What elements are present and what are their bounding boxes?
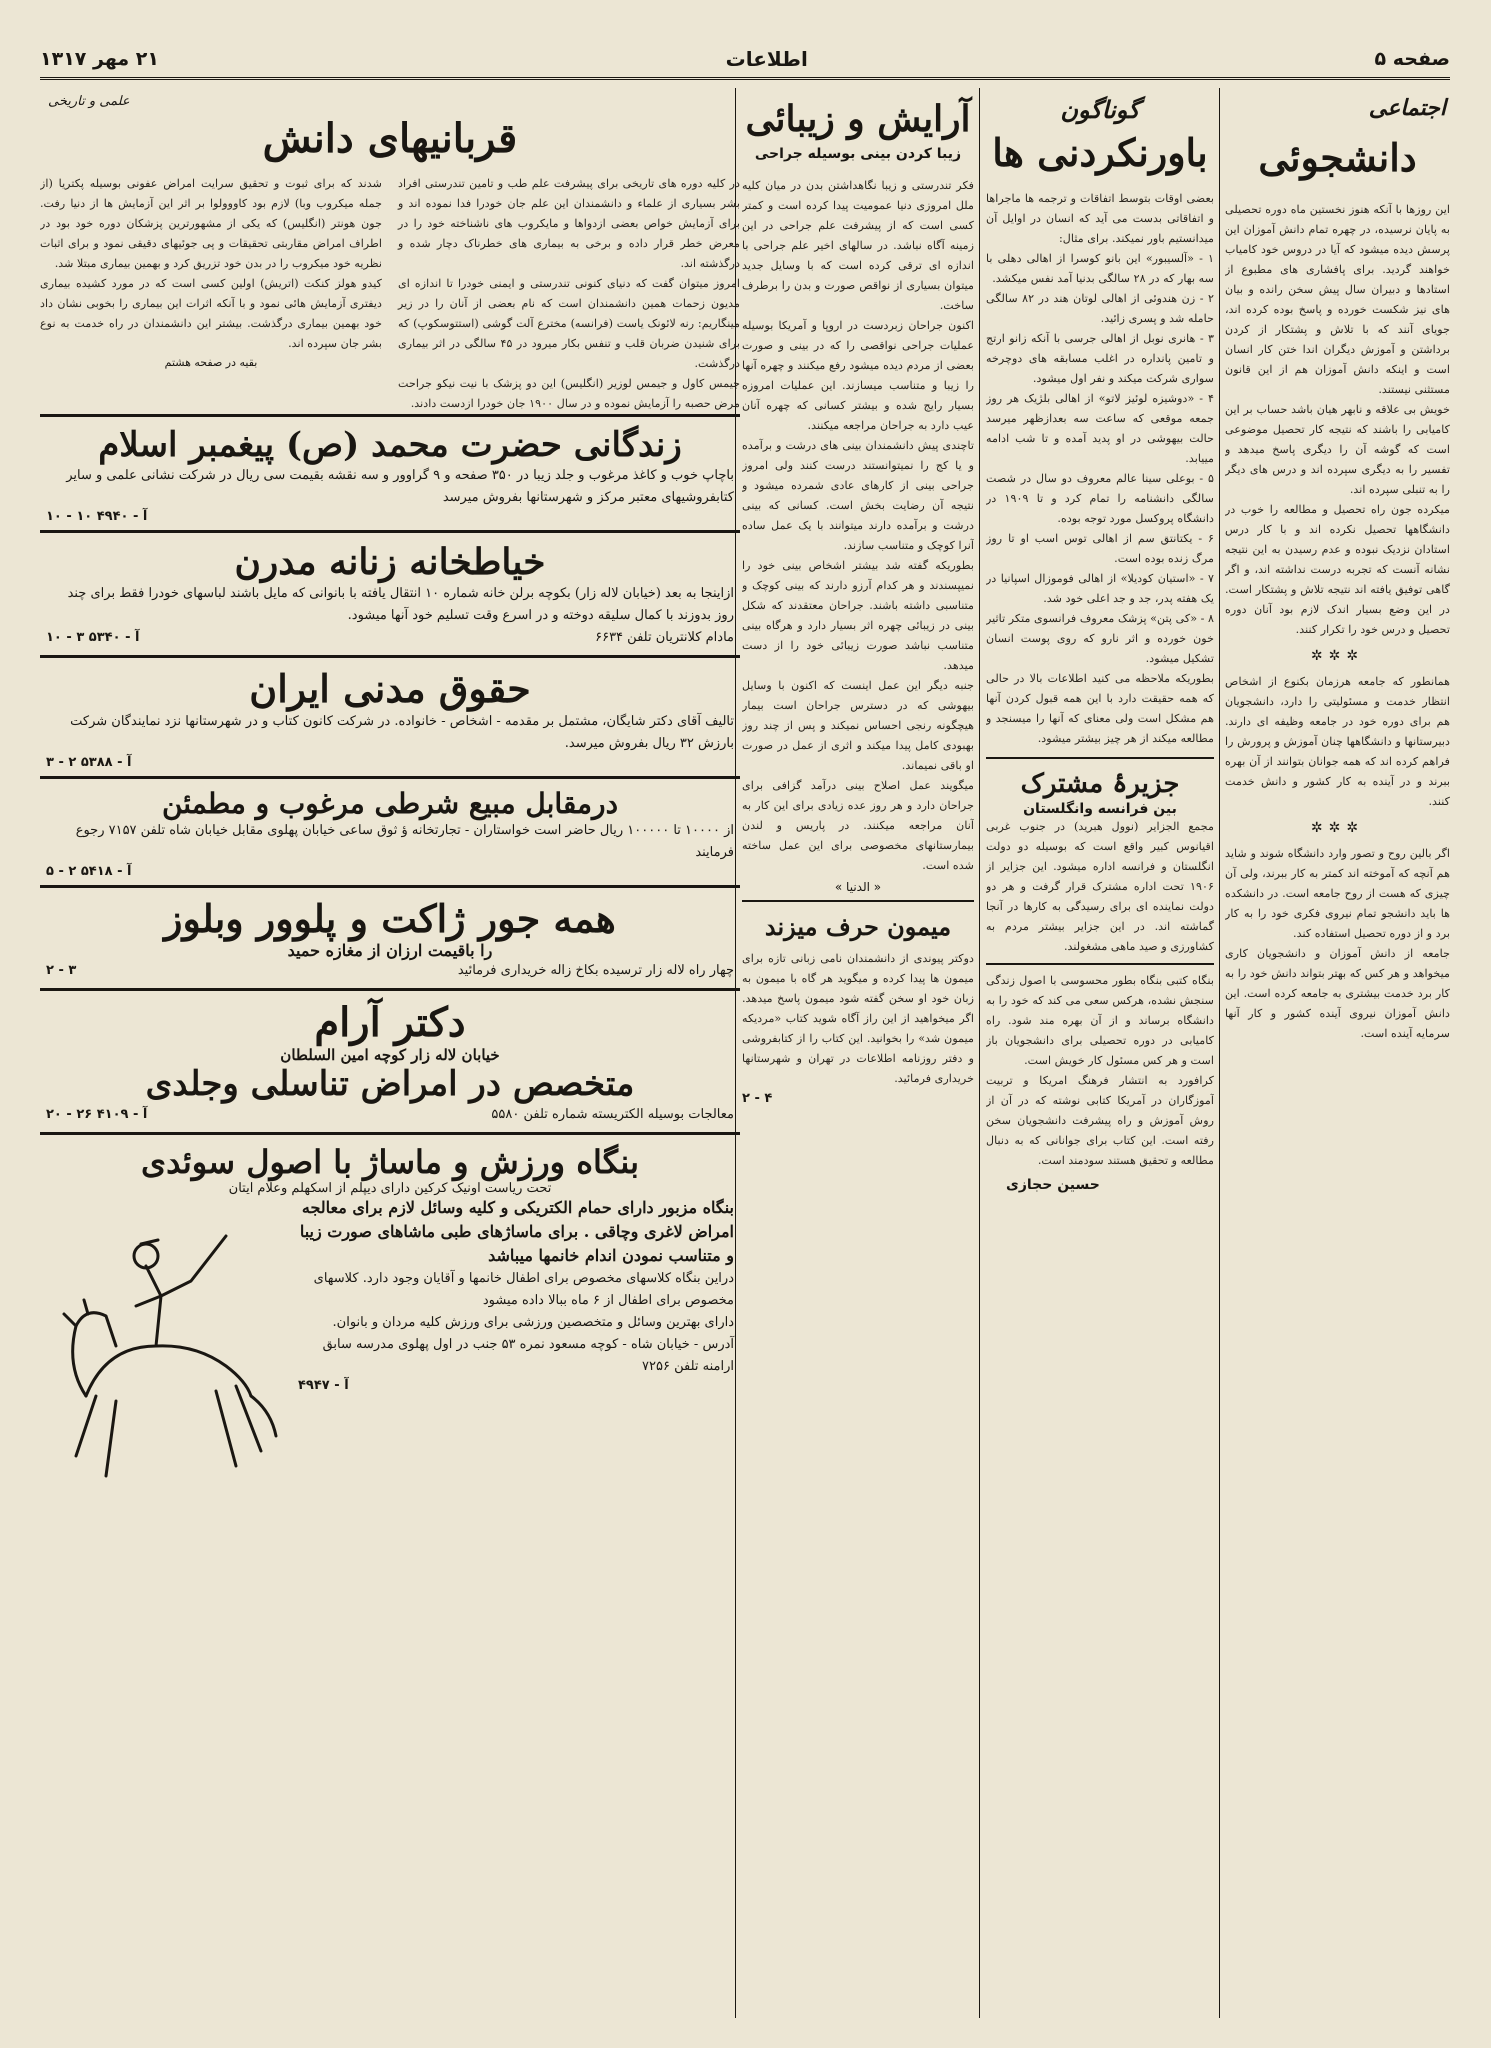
author-signature: حسین حجازی: [1006, 1177, 1100, 1193]
column-rule: [1219, 88, 1220, 2018]
article-subtitle: بین فرانسه وانگلستان: [1023, 801, 1177, 817]
page-number: صفحه ۵: [1374, 47, 1450, 70]
list-item: ۳ - هانری نوبل از اهالی جرسی با آنکه زانو ارتج و تامین پانداره در اغلب مسابقه های دوچرخه سواری شرکت میکند و نفر اول میشود.: [986, 332, 1214, 385]
article-paragraph: خویش بی علاقه و نابهر هیان باشد حساب بر این کامیابی را باشند که نتیجه کار تحصیل موضوعی است که گوشه آن را دیگری پاسخ میدهد و تفسیر را به دیگری سپرده اند و درس های دیگر را به تنبلی سپرده اند.: [1225, 403, 1450, 496]
article-paragraph: کرافورد به انتشار فرهنگ امریکا و تربیت آموزگاران در آمریکا کتابی نوشته که در آن از روش آموزش و راه پیشرفت دانشجویان سخن رفته است. این کتاب برای جوانانی که به دنبال مطالعه و تحقیق هستند سودمند است.: [986, 1074, 1214, 1167]
horse-rider-illustration-icon: [46, 1196, 286, 1506]
ad-prophet-book: [40, 414, 740, 530]
ad-text: دراین بنگاه کلاسهای مخصوص برای اطفال خانمها و آقایان وجود دارد. کلاسهای مخصوص برای اطفال از ۶ ماه ببالا داده میشود: [313, 1271, 734, 1308]
ad-title: همه جور ژاکت و پلوور وبلوز: [164, 896, 616, 941]
left-area: [40, 88, 740, 2028]
article-paragraph: مجمع الجزایر (نوول هبرید) در جنوب غربی اقیانوس کبیر واقع است که بوسیله دو دولت انگلستان و فرانسه اداره میشود. این جزایر از ۱۹۰۶ تحت اداره مشترک قرار گرفت و هر دو دولت نماینده ای برای رسیدگی به کارها در آنجا گماشته اند. در این جزایر بیشتر مردم به کشاورزی و صید ماهی مشغولند.: [986, 820, 1214, 953]
article-paragraph: جیمس کاول و جیمس لوزیر (انگلیس) این دو پزشک با نیت نیکو جراحت مرض حصبه را آزمایش نموده و در سال ۱۹۰۰ جان خودرا ازدست دادند.: [398, 377, 740, 410]
ad-loan: [40, 776, 740, 885]
ad-text: بنگاه مزبور دارای حمام الکتریکی و کلیه وسائل لازم برای معالجه امراض لاغری وچاقی . برای ماساژهای طبی ماشاهای صورت زیبا و متناسب نمودن اندام خانمها میباشد: [299, 1198, 734, 1265]
list-item: ۸ - «کی پتن» پزشک معروف فرانسوی متکر تاثیر خون خورده و اثر نارو که روی پوست انسان تشکیل میشود.: [986, 612, 1214, 665]
ad-civil-law: [40, 655, 740, 776]
ad-tailor: [40, 530, 740, 655]
article-title: آرایش و زیبائی: [745, 98, 971, 140]
ad-code: آ - ۵۳۴۰ ۳ - ۱۰: [46, 630, 140, 645]
continued-note: بقیه در صفحه هشتم: [164, 356, 258, 369]
article-paragraph: کیدو هولز کنکت (اتریش) اولین کسی است که در مورد کشیده بیماری دیفتری آزمایش هائی نمود و با آنکه اثرات این بیماری را بخوبی نشان داد خود بهمین بیماری درگذشت. بیشتر این دانشمندان در راه خدمت به نوع بشر جان سپرده اند.: [40, 277, 382, 350]
ad-code: آ - ۵۳۸۸ ۲ - ۳: [46, 755, 132, 770]
column-rule: [979, 88, 980, 2018]
ad-text: باچاپ خوب و کاغذ مرغوب و جلد زیبا در ۳۵۰ صفحه و ۹ گراوور و سه نقشه بقیمت سی ریال در شرکت نشانی علمی و سایر کتابفروشیهای معتبر مرکز و شهرستانها بفروش میرسد: [66, 468, 734, 505]
article-paragraph: بعضی اوقات بتوسط اتفاقات و ترجمه ها ماجراها و اتفاقاتی بدست می آید که انسان در اوایل آن میدانستیم باور نمیکند. برای مثال:: [986, 192, 1214, 245]
section-tag: گوناگون: [1060, 96, 1140, 124]
ad-specialty: متخصص در امراض تناسلی وجلدی: [145, 1064, 635, 1104]
article-box: [986, 757, 1214, 957]
ad-code: آ - ۵۴۱۸ ۲ - ۵: [46, 864, 132, 879]
list-item: ۶ - یکتانتق سم از اهالی توس اسب او تا روز مرگ زنده بوده است.: [986, 532, 1214, 565]
ad-text: از ۱۰۰۰۰ تا ۱۰۰۰۰۰ ریال حاضر است خواستاران - تجارتخانه ؤ ثوق ساعی خیابان پهلوی مقابل خیابان شاه تلفن ۷۱۵۷ رجوع فرمایند: [75, 823, 734, 860]
ad-subtitle: تحت ریاست اونیک کرکین دارای دیپلم از اسکهلم وعلام ایتان: [228, 1181, 552, 1196]
ad-text: دارای بهترین وسائل و متخصصین ورزشی برای ورزش کلیه مردان و بانوان. آدرس - خیابان شاه - کوچه مسعود نمره ۵۳ جنب در اول پهلوی مدرسه سابق ارامنه تلفن ۷۲۵۶: [322, 1315, 734, 1374]
article-paragraph: این روزها با آنکه هنوز نخستین ماه دوره تحصیلی به پایان نرسیده، در چهره تمام دانش آموزان این پرسش دیده میشود که آیا در دروس خود کامیاب خواهند گردید. برای پافشاری های مطبوع از استادها و دبیران سال پیش سخن رانده و بیان های نیز شکست خورده و پاسخ بوده کرده اند، جویای آنند که با تلاش و پشتکار از کردن برداشتن و آموزش دیگران اندا ختن کار انسان است و اینکه دانش آموزان هم از این قانون مستثنی نیستند.: [1225, 203, 1450, 396]
list-item: ۴ - «دوشیزه لوئیز لاتو» از اهالی بلژیک هر روز جمعه موقعی که ساعت سه بعدازظهر میرسد حالت بیهوشی در او پدید آمده و تا شب ادامه مییابد.: [986, 392, 1214, 465]
article-paragraph: همانطور که جامعه هرزمان بکنوع از اشخاص انتظار خدمت و مسئولیتی را دارد، دانشجویان هم برای دوره خود در جامعه وظیفه ای دارند. دبیرستانها و دانشگاهها چنان آموزش و پرورش را فراهم کرده اند که همه جوانان بتوانند از آن بهره ببرند و در آینده به کار کشور و دانش خدمت کنند.: [1225, 675, 1450, 808]
ad-subtitle: را باقیمت ارزان از مغازه حمید: [287, 941, 493, 960]
masthead: [40, 40, 1450, 80]
divider: [986, 963, 1214, 965]
ad-address: خیابان لاله زار کوچه امین السلطان: [280, 1046, 500, 1064]
section-kicker: علمی و تاریخی: [48, 94, 130, 109]
article-title: جزیرۂ مشترک: [1020, 769, 1180, 799]
ad-doctor: [40, 988, 740, 1132]
ad-title: دکتر آرام: [314, 999, 466, 1046]
section-tag: اجتماعی: [1368, 96, 1446, 121]
ad-title: حقوق مدنی ایران: [249, 666, 531, 711]
ad-knitwear: [40, 885, 740, 988]
article-paragraph: بطوریکه ملاحظه می کنید اطلاعات بالا در حالی که همه حقیقت دارد با این همه قبول کردن آنها هم مشکل است ولی معنای که آنها را میسنجد و مطالعه میکند از هر چیز بیشتر میشود.: [986, 672, 1214, 745]
list-item: ۵ - بوعلی سینا عالم معروف دو سال در شصت سالگی دانشنامه را تمام کرد و تا ۱۹۰۹ در دانشگاه پروکسل مورد توجه بوده.: [986, 472, 1214, 525]
ad-title: درمقابل مبیع شرطی مرغوب و مطمئن: [161, 787, 619, 820]
separator-stars-icon: ✲✲✲: [1310, 820, 1365, 836]
ad-contact: مادام کلانتریان تلفن ۶۶۳۴: [595, 630, 734, 645]
article-paragraph: جنبه دیگر این عمل اینست که اکنون با وسایل بیهوشی که در دسترس جراحان است بیمار هیچگونه رنجی احساس نمیکند و پس از چند روز بهبودی کامل پیدا میکند و اثری از عمل در صورت او باقی نمیماند.: [742, 679, 974, 772]
article-paragraph: شدند که برای ثبوت و تحقیق سرایت امراض عفونی بوسیله پکتریا (از جمله میکروب وبا) لازم بود کاووولوا بر اثر این آزمایش ها از دنیا رفت. جون هونتر (انگلیس) که یکی از مشهورترین پزشکان دوره خود بود در اطراف امراض مقاربتی تحقیقات و پی جوئیهای دقیقی نمود و برای اثبات نظریه خود میکروب را در بدن خود تزریق کرد و بهمین بیماری مبتلا شد.: [40, 177, 382, 270]
ad-title: بنگاه ورزش و ماساژ با اصول سوئدی: [141, 1143, 639, 1181]
column-beauty: [742, 88, 974, 2028]
article-paragraph: تاچندی پیش دانشمندان بینی های درشت و برآمده و یا کج را نمیتوانستند درست کنند ولی امروز جراحی بینی از کارهای عادی شمرده میشود و نتیجه آن رضایت بخش است. کسانی که بینی درشت و برآمده دارند میتوانند با یک عمل ساده آنرا کوچک و متناسب سازند.: [742, 439, 974, 552]
ad-code: آ - ۴۹۴۷: [298, 1378, 349, 1393]
article-title: باورنکردنی ها: [992, 130, 1208, 175]
ad-text: ازاینجا به بعد (خیابان لاله زار) بکوچه برلن خانه شماره ۱۰ انتقال یافته با بانوانی که مایل باشند لباسهای خودرا فقط برای چند روز بدوزند با کمال سلیقه دوخته و در اسرع وقت تسلیم خود آنها میشود.: [67, 586, 734, 623]
article-paragraph: میکرده جون راه تحصیل و مطالعه را خوب در دانشگاهها تحصیل نکرده اند و با کار درس استادان نزدیک نبوده و عدم رسیدن به این نتیجه نشانه آنست که تجربه درست نداشته اند، و اگر گاهی توفیق یافته اند نتیجه تلاش و پشتکار است. در این وضع بسیار اندک لازم بود آنان دوره تحصیل و درس خود را تکرار کنند.: [1225, 503, 1450, 636]
article-title: قربانیهای دانش: [262, 115, 518, 162]
newspaper-page: [40, 40, 1450, 2030]
article-paragraph: میگویند عمل اصلاح بینی درآمد گزافی برای جراحان دارد و هر روز عده زیادی برای این کار به آنان مراجعه میکنند. در پاریس و لندن بیمارستانهای مخصوصی برای این عمل ساخته شده است.: [742, 779, 974, 872]
article-paragraph: بطوریکه گفته شد بیشتر اشخاص بینی خود را نمیپسندند و هر کدام آرزو دارند که بینی کوچک و متناسبی داشته باشند. جراحان معتقدند که شکل بینی در زیبائی چهره اثر بسیار دارد و هرگاه بینی متناسب نباشد صورت زیبائی خود را از دست میدهد.: [742, 559, 974, 672]
article-paragraph: اگر بالین روح و تصور وارد دانشگاه شوند و شاید هم آنچه که آموخته اند کمتر به کار ببرند، ولی آن چیزی که هست از روح جامعه است. در دانشکده ها باید دانشجو تمام نیروی فکری خود را به کار برد و از دوره تحصیل استفاده کند.: [1225, 847, 1450, 940]
ad-massage: [40, 1132, 740, 1512]
article-paragraph: امروز میتوان گفت که دنیای کنونی تندرستی و ایمنی خودرا تا اندازه ای مدیون زحمات همین دانشمندان است که نام بعضی از آنان را در زیر مینگاریم: رنه لائونک یاست (فرانسه) مخترع آلت گوشی (استتوسکوپ) که برای شنیدن ضربان قلب و تنفس بکار میرود در ۴۵ سالگی در اثر بیماری درگذشت.: [398, 277, 740, 370]
article-paragraph: بنگاه کتبی بنگاه بطور محسوسی با اصول زندگی سنجش نشده، هرکس سعی می کند که خود را به دانشگاه برساند و از آن بهره مند شود. راه کامیابی در دوره تحصیلی برای دانشجویان باز است و هر کس مسئول کار خویش است.: [986, 974, 1214, 1067]
source-credit: « الدنیا »: [834, 880, 882, 894]
article-paragraph: اکنون جراحان زبردست در اروپا و آمریکا بوسیله عملیات جراحی نواقصی را که در بینی و صورت بعضی از مردم دیده میشود رفع میکنند و چهره آنها را زیبا و متناسب میسازند. این عملیات امروزه بسیار رایج شده و بیشتر کسانی که چهره آنان عیب دارد به جراحان مراجعه میکنند.: [742, 319, 974, 432]
ad-code: ۲ - ۳: [46, 963, 77, 978]
column-social: [1225, 88, 1450, 2028]
ad-code: آ - ۴۱۰۹ ۲۶ - ۲۰: [46, 1107, 148, 1122]
list-item: ۲ - زن هندوئی از اهالی لوتان هند در ۸۲ سالگی حامله شد و پسری زائید.: [986, 292, 1214, 325]
article-title: دانشجوئی: [1258, 135, 1417, 180]
ad-text: تالیف آقای دکتر شایگان، مشتمل بر مقدمه - اشخاص - خانواده. در شرکت کانون کتاب و در شهرستانها نزد نمایندگان شرکت بارزش ۳۲ ریال بفروش میرسد.: [70, 714, 734, 751]
newspaper-name: اطلاعات: [725, 46, 808, 71]
article-paragraph: جامعه از دانش آموزان و دانشجویان کاری میخواهد و هر کس که بهتر بتواند دانش خود را به کار برد خدمت بیشتری به جامعه کرده است. این دانش آموزان نیروی آینده کشور و کار آنها سرمایه آینده است.: [1225, 947, 1450, 1040]
list-item: ۷ - «استیان کودیلا» از اهالی فوموزال اسپانیا در یک هفته پدر، جد و جد اعلی خود شد.: [986, 572, 1214, 605]
divider: [742, 900, 974, 902]
article-paragraph: دوکتر پیوندی از دانشمندان نامی زبانی تازه برای میمون ها پیدا کرده و میگوید هر گاه با میمون به زبان خود او سخن گفته شود میمون پاسخ میدهد. اگر میخواهید از این راز آگاه شوید کتاب «مردیکه میمون شد» را بخوانید. این کتاب را از کتابفروشی و دفتر روزنامه اطلاعات در تهران و شهرستانها خریداری فرمائید.: [742, 952, 974, 1085]
article-deck: زیبا کردن بینی بوسیله جراحی: [754, 146, 962, 162]
article-title: میمون حرف میزند: [764, 912, 952, 941]
article-paragraph: فکر تندرستی و زیبا نگاهداشتن بدن در میان کلیه ملل امروزی دنیا عمومیت پیدا کرده است و کمتر کسی است که از پیشرفت علم جراحی در این زمینه آگاه نباشد. در سالهای اخیر علم جراحی با اندازه ای ترقی کرده است که با وسایل جدید میتوان بسیاری از نواقص صورت و بدن را برطرف ساخت.: [742, 179, 974, 312]
ad-code: آ - ۴۹۴۰ ۱۰ - ۱۰: [46, 509, 148, 524]
ad-code: ۲ - ۴: [742, 1091, 773, 1106]
column-miscellaneous: [986, 88, 1214, 2028]
ad-text: چهار راه لاله زار ترسیده بکاخ زاله خریداری فرمائید: [457, 963, 734, 978]
ad-title: زندگانی حضرت محمد (ص) پیغمبر اسلام: [98, 425, 682, 465]
separator-stars-icon: ✲✲✲: [1310, 648, 1365, 664]
article-paragraph: در کلیه دوره های تاریخی برای پیشرفت علم طب و تامین تندرستی افراد بشر بسیاری از علماء و دانشمندان این علم جان خودرا فدا نموده اند و برای آزمایش خواص بعضی ازدواها و مایکروب های ناشناخته خود را در معرض خطر قرار داده و برخی به بیماری های خطرناک دچار شده و درگذشته اند.: [398, 177, 740, 270]
ad-title: خیاطخانه زنانه مدرن: [234, 541, 546, 583]
ad-text: معالجات بوسیله الکتریسته شماره تلفن ۵۵۸۰: [491, 1107, 734, 1122]
list-item: ۱ - «آلسیبور» این بانو کوسرا از اهالی دهلی با سه بهار که در ۲۸ سالگی بدنیا آمد نفس میکشد.: [986, 252, 1214, 285]
science-article: [40, 88, 740, 414]
issue-date: ۲۱ مهر ۱۳۱۷: [40, 47, 159, 70]
